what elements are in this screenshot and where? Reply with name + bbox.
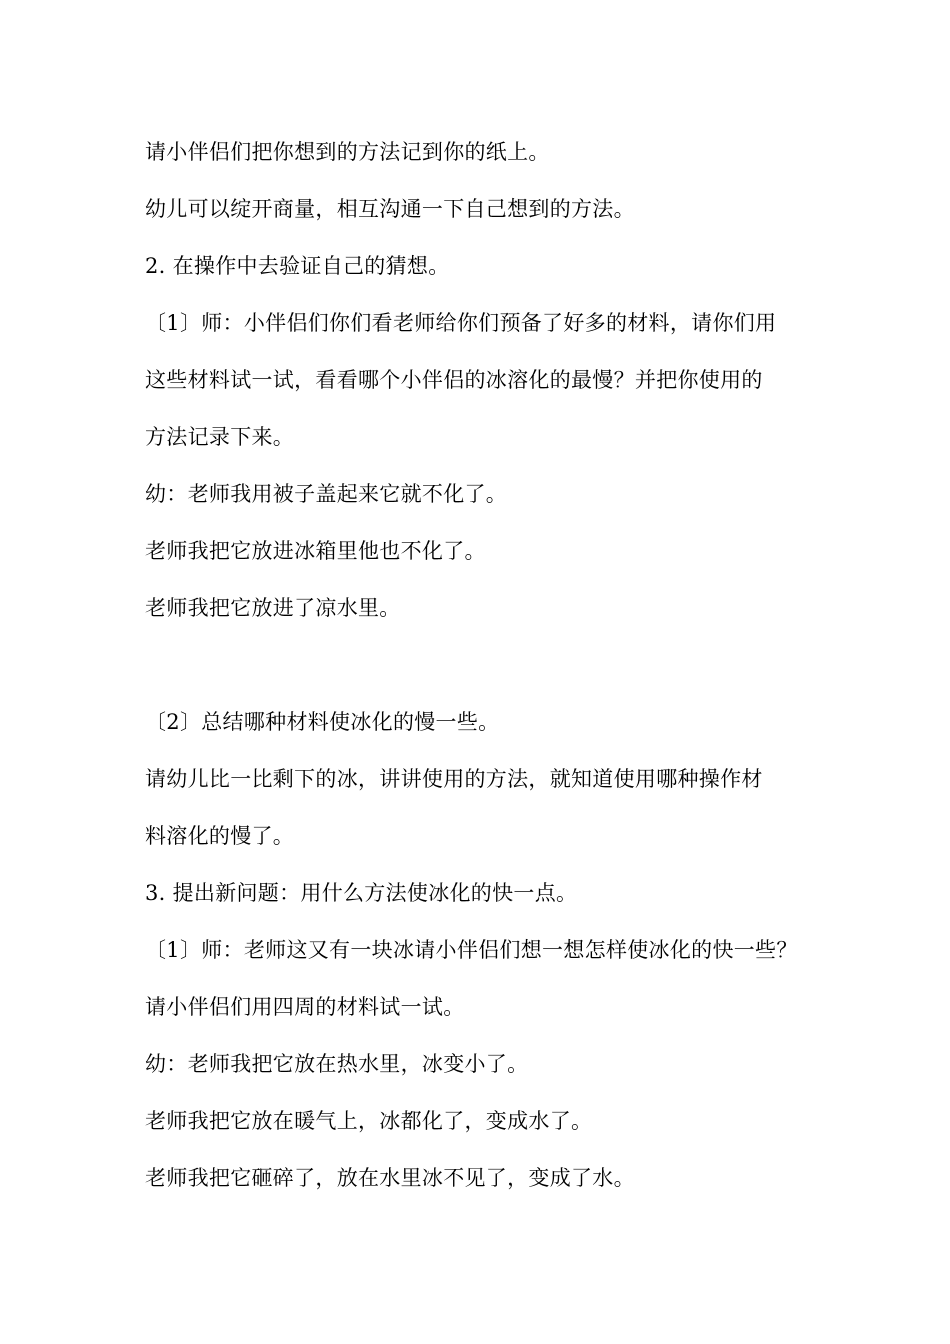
text-line-13: 3. 提出新问题：用什么方法使冰化的快一点。 — [145, 881, 578, 905]
text-line-2: 幼儿可以绽开商量，相互沟通一下自己想到的方法。 — [145, 197, 635, 221]
text-line-17: 老师我把它放在暖气上，冰都化了，变成水了。 — [145, 1109, 593, 1133]
text-line-1: 请小伴侣们把你想到的方法记到你的纸上。 — [145, 140, 550, 164]
text-line-12: 料溶化的慢了。 — [145, 824, 295, 848]
text-line-6: 方法记录下来。 — [145, 425, 295, 449]
text-line-10: 〔2〕总结哪种材料使冰化的慢一些。 — [145, 710, 500, 734]
text-line-7: 幼：老师我用被子盖起来它就不化了。 — [145, 482, 508, 506]
text-line-11: 请幼儿比一比剩下的冰，讲讲使用的方法，就知道使用哪种操作材 — [145, 767, 763, 791]
text-line-15: 请小伴侣们用四周的材料试一试。 — [145, 995, 465, 1019]
text-line-14: 〔1〕师：老师这又有一块冰请小伴侣们想一想怎样使冰化的快一些？ — [145, 938, 798, 962]
text-line-16: 幼：老师我把它放在热水里，冰变小了。 — [145, 1052, 529, 1076]
text-line-3: 2. 在操作中去验证自己的猜想。 — [145, 254, 450, 278]
text-line-4: 〔1〕师：小伴侣们你们看老师给你们预备了好多的材料，请你们用 — [145, 311, 777, 335]
text-line-18: 老师我把它砸碎了，放在水里冰不见了，变成了水。 — [145, 1166, 635, 1190]
text-line-8: 老师我把它放进冰箱里他也不化了。 — [145, 539, 486, 563]
text-line-9: 老师我把它放进了凉水里。 — [145, 596, 401, 620]
text-line-5: 这些材料试一试，看看哪个小伴侣的冰溶化的最慢？并把你使用的 — [145, 368, 763, 392]
